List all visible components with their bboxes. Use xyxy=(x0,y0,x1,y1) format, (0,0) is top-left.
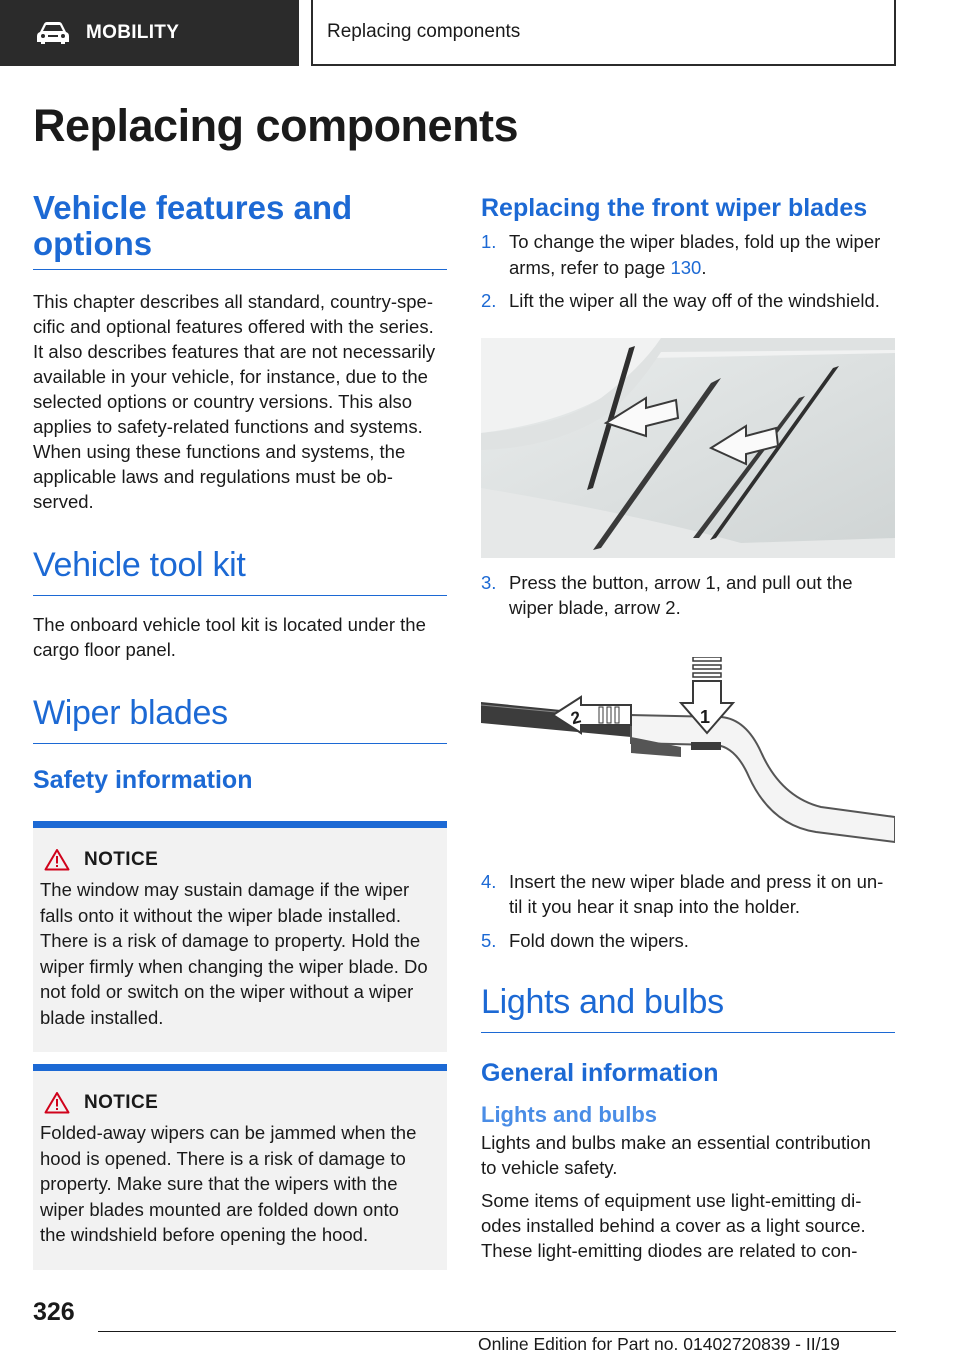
text-line: arms, refer to page xyxy=(509,256,671,278)
notice-text xyxy=(40,877,440,1030)
list-item xyxy=(481,928,895,954)
heading-lights-bulbs xyxy=(481,983,895,1033)
text-line: property. Make sure that the wipers with the xyxy=(40,1173,398,1194)
arrow-label-1: 1 xyxy=(700,706,711,727)
text-line: These light-emitting diodes are related to con- xyxy=(481,1240,858,1261)
heading-general-information: General information xyxy=(481,1059,719,1087)
step-text xyxy=(509,570,895,621)
notice-header xyxy=(40,1091,440,1114)
wiper-windshield-illustration xyxy=(481,338,895,558)
edition-text: Online Edition for Part no. 01402720839 - II/19 xyxy=(478,1334,840,1354)
text-line: falls onto it without the wiper blade installed. xyxy=(40,904,401,926)
text-line: It also describes features that are not necessarily xyxy=(33,341,436,362)
right-column xyxy=(481,190,895,1263)
text-line: served. xyxy=(33,491,94,512)
text-line: The window may sustain damage if the wiper xyxy=(40,879,410,900)
text-line: This chapter describes all standard, country-spe- xyxy=(33,291,433,312)
list-item xyxy=(481,570,895,621)
section-label: MOBILITY xyxy=(86,22,180,43)
notice-title: NOTICE xyxy=(84,848,159,870)
notice-text xyxy=(40,1120,440,1248)
page-number: 326 xyxy=(33,1298,75,1326)
windshield-image xyxy=(481,338,895,558)
step-text xyxy=(509,229,895,280)
step-text: Fold down the wipers. xyxy=(509,929,689,951)
text-line: odes installed behind a cover as a light source. xyxy=(481,1215,866,1236)
heading-lights-bulbs-text: Lights and bulbs xyxy=(481,983,724,1021)
text-line: wiper blades mounted are folded down onto xyxy=(40,1198,399,1220)
steps-list-1 xyxy=(481,229,895,314)
text-line: cific and optional features offered with the series. xyxy=(33,316,434,337)
text-line: not fold or switch on the wiper without a wiper xyxy=(40,981,414,1002)
paragraph-vehicle-features xyxy=(33,289,447,514)
list-item xyxy=(481,229,895,280)
breadcrumb-text: Replacing components xyxy=(327,21,521,42)
heading-replacing-wipers: Replacing the front wiper blades xyxy=(481,194,868,222)
text-line: blade installed. xyxy=(40,1006,164,1028)
warning-triangle-icon xyxy=(44,1091,70,1114)
heading-vehicle-features-text: Vehicle features and options xyxy=(33,189,353,262)
footer-divider xyxy=(98,1331,896,1332)
page-title: Replacing components xyxy=(33,100,519,151)
heading-safety-information: Safety information xyxy=(33,766,253,794)
text-line: cargo floor panel. xyxy=(33,639,176,660)
warning-triangle-icon xyxy=(44,848,70,871)
notice-box-1 xyxy=(33,821,447,1052)
paragraph-lights-1 xyxy=(481,1130,895,1180)
steps-list-2 xyxy=(481,869,895,954)
text-line: When using these functions and systems, the xyxy=(33,441,406,462)
wiper-blade-image xyxy=(481,657,895,857)
text-line: wiper firmly when changing the wiper blade. Do xyxy=(40,955,428,977)
text-line: to vehicle safety. xyxy=(481,1157,618,1178)
text-line: Insert the new wiper blade and press it on un- xyxy=(509,870,884,892)
text-line: Folded-away wipers can be jammed when the xyxy=(40,1122,417,1143)
text-line: . xyxy=(701,256,707,278)
text-line: the windshield before opening the hood. xyxy=(40,1224,369,1245)
paragraph-lights-2 xyxy=(481,1188,895,1263)
notice-box-2 xyxy=(33,1064,447,1270)
list-item xyxy=(481,869,895,920)
heading-tool-kit-text: Vehicle tool kit xyxy=(33,546,246,584)
section-tab[interactable] xyxy=(0,0,299,66)
step-number: 3. xyxy=(481,571,497,593)
text-line: The onboard vehicle tool kit is located under the xyxy=(33,614,426,635)
breadcrumb xyxy=(311,0,896,66)
heading-wiper-blades-text: Wiper blades xyxy=(33,694,228,732)
list-item xyxy=(481,288,895,314)
step-text xyxy=(509,869,895,920)
text-line: applicable laws and regulations must be ob- xyxy=(33,466,393,487)
heading-wiper-blades xyxy=(33,694,447,744)
paragraph-tool-kit xyxy=(33,612,447,662)
text-line: til it you hear it snap into the holder. xyxy=(509,896,801,917)
text-line: Lights and bulbs make an essential contribution xyxy=(481,1132,871,1153)
text-line: applies to safety-related functions and systems. xyxy=(33,416,423,437)
text-line: There is a risk of damage to property. Hold the xyxy=(40,930,421,951)
heading-tool-kit xyxy=(33,546,447,596)
step-number: 1. xyxy=(481,231,497,252)
step-text: Lift the wiper all the way off of the windshield. xyxy=(509,290,880,311)
text-line: To change the wiper blades, fold up the wiper xyxy=(509,231,881,252)
step-number: 4. xyxy=(481,870,497,892)
left-column xyxy=(33,190,447,1270)
subheading-lights-bulbs: Lights and bulbs xyxy=(481,1102,657,1127)
page-header xyxy=(0,0,960,66)
step-number: 2. xyxy=(481,290,497,311)
car-icon xyxy=(36,21,70,45)
notice-title: NOTICE xyxy=(84,1091,159,1113)
text-line: wiper blade, arrow 2. xyxy=(509,597,681,618)
text-line: selected options or country versions. This also xyxy=(33,391,413,412)
notice-header xyxy=(40,848,440,871)
wiper-blade-illustration xyxy=(481,657,895,857)
text-line: available in your vehicle, for instance, due to the xyxy=(33,366,428,387)
step-number: 5. xyxy=(481,929,497,951)
arrow-label-2: 2 xyxy=(568,706,583,728)
text-line: hood is opened. There is a risk of damage to xyxy=(40,1147,406,1169)
heading-vehicle-features xyxy=(33,190,447,270)
text-line: Press the button, arrow 1, and pull out the xyxy=(509,571,853,593)
text-line: Some items of equipment use light-emitting di- xyxy=(481,1190,862,1211)
page-reference-link[interactable]: 130 xyxy=(670,256,702,278)
